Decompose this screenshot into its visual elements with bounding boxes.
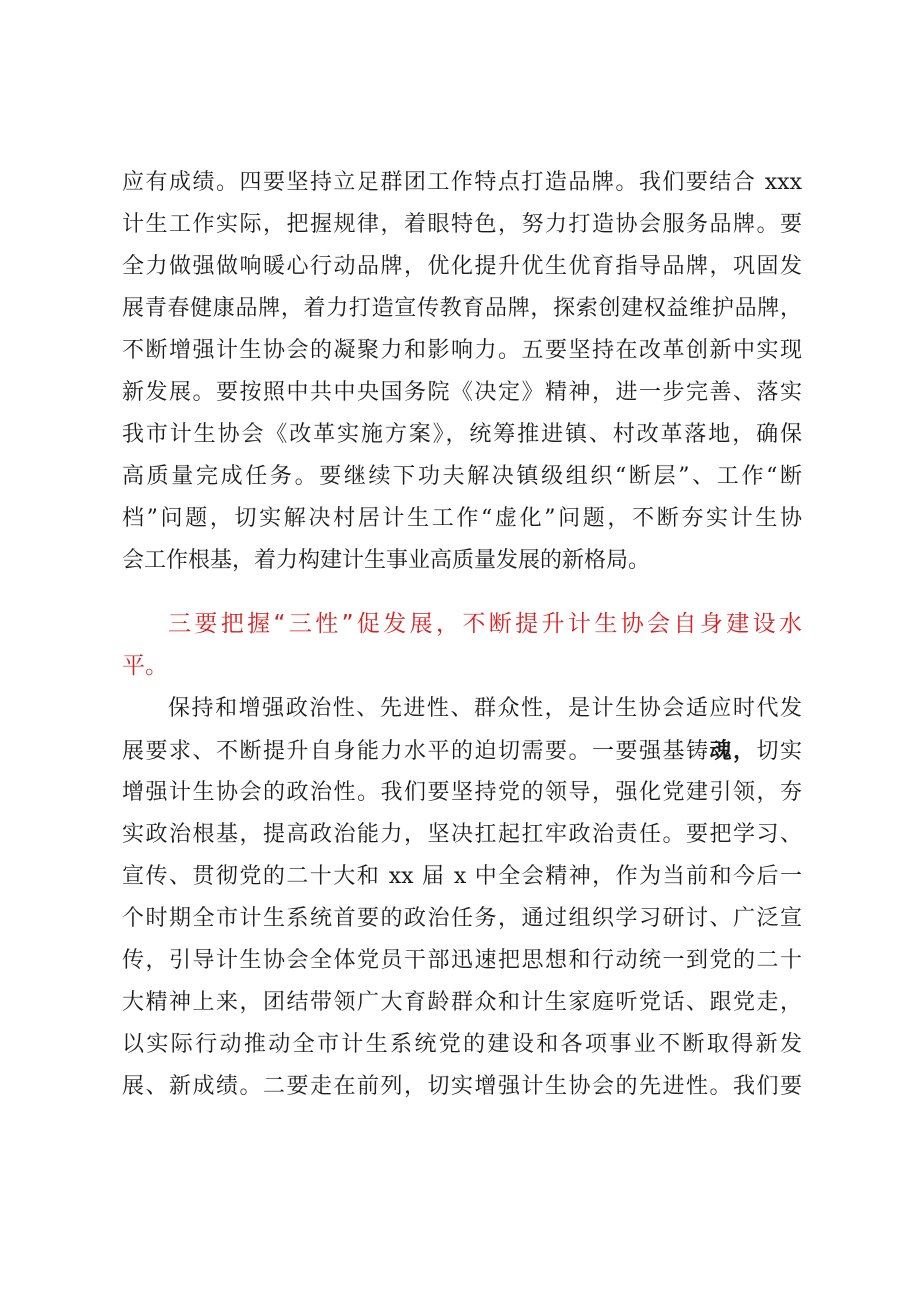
section-heading: 平。: [122, 653, 168, 679]
paragraph-text: 展要求、不断提升自身能力水平的迫切需要。一要强基铸: [122, 739, 710, 764]
paragraph-line: 高质量完成任务。要继续下功夫解决镇级组织“断层”、工作“断: [122, 464, 802, 489]
paragraph-line: 不断增强计生协会的凝聚力和影响力。五要坚持在改革创新中实现: [122, 338, 802, 363]
paragraph-line: 展青春健康品牌，着力打造宣传教育品牌，探索创建权益维护品牌，: [122, 296, 802, 321]
paragraph-line: 我市计生协会《改革实施方案》，统筹推进镇、村改革落地，确保: [122, 422, 802, 447]
paragraph-line: 保持和增强政治性、先进性、群众性，是计生协会适应时代发: [168, 696, 802, 721]
paragraph-line: 宣传、贯彻党的二十大和 xx 届 x 中全会精神，作为当前和今后一: [122, 864, 802, 889]
section-heading: 三要把握“三性”促发展，不断提升计生协会自身建设水: [168, 611, 802, 637]
paragraph-line: 全力做强做响暖心行动品牌，优化提升优生优育指导品牌，巩固发: [122, 254, 802, 279]
paragraph-line: 计生工作实际，把握规律，着眼特色，努力打造协会服务品牌。要: [122, 212, 802, 237]
paragraph-line: 传，引导计生协会全体党员干部迅速把思想和行动统一到党的二十: [122, 948, 802, 973]
paragraph-line: 个时期全市计生系统首要的政治任务，通过组织学习研讨、广泛宣: [122, 906, 802, 931]
paragraph-line: 档”问题，切实解决村居计生工作“虚化”问题，不断夯实计生协: [122, 506, 802, 531]
paragraph-line: 会工作根基，着力构建计生事业高质量发展的新格局。: [122, 548, 651, 573]
paragraph-line: 增强计生协会的政治性。我们要坚持党的领导，强化党建引领，夯: [122, 780, 802, 805]
paragraph-line: 展、新成绩。二要走在前列，切实增强计生协会的先进性。我们要: [122, 1074, 802, 1099]
paragraph-line: 应有成绩。四要坚持立足群团工作特点打造品牌。我们要结合 xxx: [122, 170, 802, 195]
paragraph-line: 新发展。要按照中共中央国务院《决定》精神，进一步完善、落实: [122, 380, 802, 405]
paragraph-line: 实政治根基，提高政治能力，坚决扛起扛牢政治责任。要把学习、: [122, 822, 802, 847]
bold-text: 魂，: [709, 738, 757, 764]
paragraph-line: [122, 732, 802, 770]
paragraph-line: 以实际行动推动全市计生系统党的建设和各项事业不断取得新发: [122, 1032, 802, 1057]
paragraph-line: 大精神上来，团结带领广大育龄群众和计生家庭听党话、跟党走，: [122, 990, 802, 1015]
paragraph-text: 切实: [756, 739, 802, 764]
